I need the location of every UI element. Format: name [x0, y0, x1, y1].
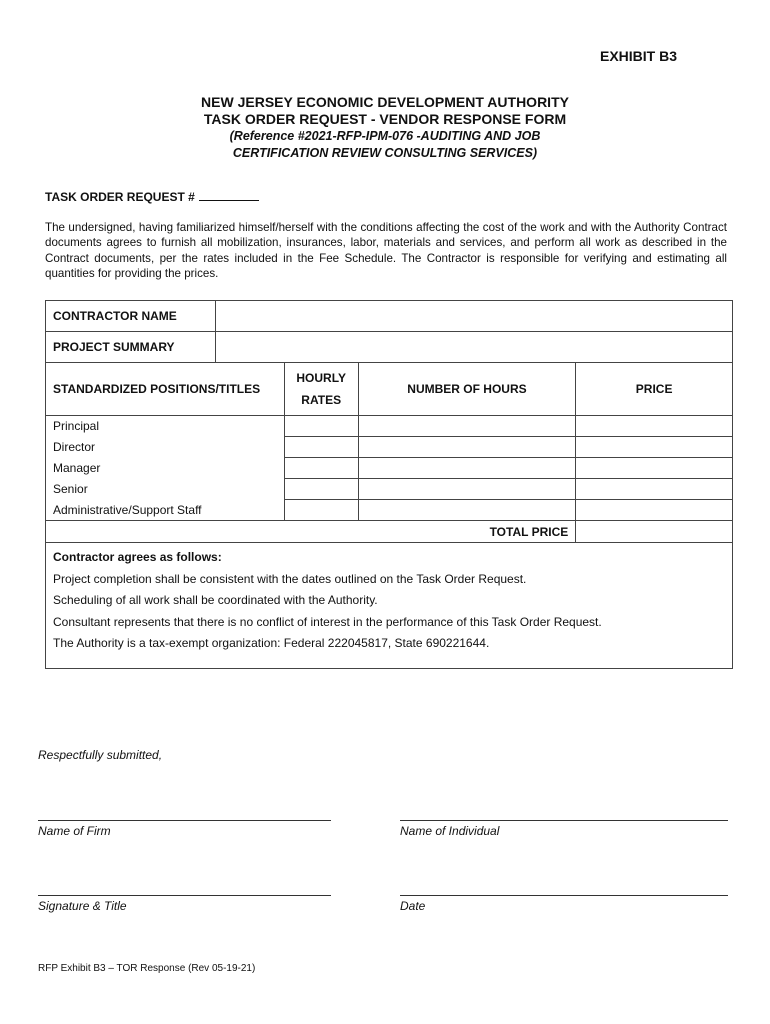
date-label: Date	[400, 899, 426, 913]
hours-input[interactable]	[358, 458, 576, 479]
hours-input[interactable]	[358, 416, 576, 437]
price-header: PRICE	[576, 363, 733, 416]
hourly-rates-header-line1: HOURLY	[296, 371, 346, 385]
contractor-name-label: CONTRACTOR NAME	[46, 301, 216, 332]
name-of-individual-line[interactable]	[400, 820, 728, 821]
position-row-label: Senior	[46, 479, 285, 500]
contractor-name-input[interactable]	[215, 301, 732, 332]
project-summary-input[interactable]	[215, 332, 732, 363]
position-row-label: Manager	[46, 458, 285, 479]
hours-input[interactable]	[358, 479, 576, 500]
position-row-label: Director	[46, 437, 285, 458]
task-order-number-blank[interactable]	[199, 190, 259, 201]
agreement-item: Consultant represents that there is no conflict of interest in the performance of this Task Order Request.	[53, 614, 602, 629]
exhibit-label: EXHIBIT B3	[600, 48, 678, 64]
reference-line-1: (Reference #2021-RFP-IPM-076 -AUDITING AND JOB	[229, 129, 541, 143]
hourly-rates-header	[284, 363, 358, 416]
form-title: TASK ORDER REQUEST - VENDOR RESPONSE FORM	[203, 111, 567, 127]
agreement-title: Contractor agrees as follows:	[53, 550, 222, 564]
task-order-request-label: TASK ORDER REQUEST #	[45, 190, 195, 204]
position-row-label: Principal	[46, 416, 285, 437]
total-price-label: TOTAL PRICE	[46, 521, 576, 543]
price-input[interactable]	[576, 500, 733, 521]
number-of-hours-header: NUMBER OF HOURS	[358, 363, 576, 416]
date-line[interactable]	[400, 895, 728, 896]
reference-line-2: CERTIFICATION REVIEW CONSULTING SERVICES)	[232, 146, 538, 160]
project-summary-label: PROJECT SUMMARY	[46, 332, 216, 363]
name-of-firm-line[interactable]	[38, 820, 331, 821]
signature-title-line[interactable]	[38, 895, 331, 896]
hours-input[interactable]	[358, 437, 576, 458]
hourly-rate-input[interactable]	[284, 458, 358, 479]
vendor-response-table	[45, 300, 733, 669]
name-of-firm-label: Name of Firm	[38, 824, 111, 838]
price-input[interactable]	[576, 458, 733, 479]
signature-title-label: Signature & Title	[38, 899, 127, 913]
name-of-individual-label: Name of Individual	[400, 824, 500, 838]
price-input[interactable]	[576, 479, 733, 500]
positions-header: STANDARDIZED POSITIONS/TITLES	[46, 363, 285, 416]
price-input[interactable]	[576, 416, 733, 437]
hourly-rate-input[interactable]	[284, 416, 358, 437]
price-input[interactable]	[576, 437, 733, 458]
document-title: NEW JERSEY ECONOMIC DEVELOPMENT AUTHORITY	[201, 94, 569, 110]
hourly-rate-input[interactable]	[284, 479, 358, 500]
hours-input[interactable]	[358, 500, 576, 521]
hourly-rates-header-line2: RATES	[301, 393, 342, 407]
position-row-label: Administrative/Support Staff	[46, 500, 285, 521]
agreement-item: Project completion shall be consistent with the dates outlined on the Task Order Request.	[53, 571, 527, 586]
footer-revision: RFP Exhibit B3 – TOR Response (Rev 05-19-21)	[38, 963, 256, 974]
agreement-item: The Authority is a tax-exempt organization: Federal 222045817, State 690221644.	[53, 636, 490, 650]
hourly-rate-input[interactable]	[284, 500, 358, 521]
total-price-input[interactable]	[576, 521, 733, 543]
intro-paragraph: The undersigned, having familiarized himself/herself with the conditions affecting the cost of the work and with the Authority Contract documents agrees to furnish all mobilization, insurances, labor, materials and services, and perform all work as described in the Contract documents, per the rates included in the Fee Schedule. The Contractor is responsible for verifying and estimating all quantities for providing the prices.	[45, 221, 727, 280]
agreement-item: Scheduling of all work shall be coordinated with the Authority.	[53, 593, 378, 607]
task-order-request-field	[45, 190, 259, 204]
contractor-agreement-box	[46, 543, 733, 669]
hourly-rate-input[interactable]	[284, 437, 358, 458]
respectfully-submitted: Respectfully submitted,	[38, 748, 163, 762]
